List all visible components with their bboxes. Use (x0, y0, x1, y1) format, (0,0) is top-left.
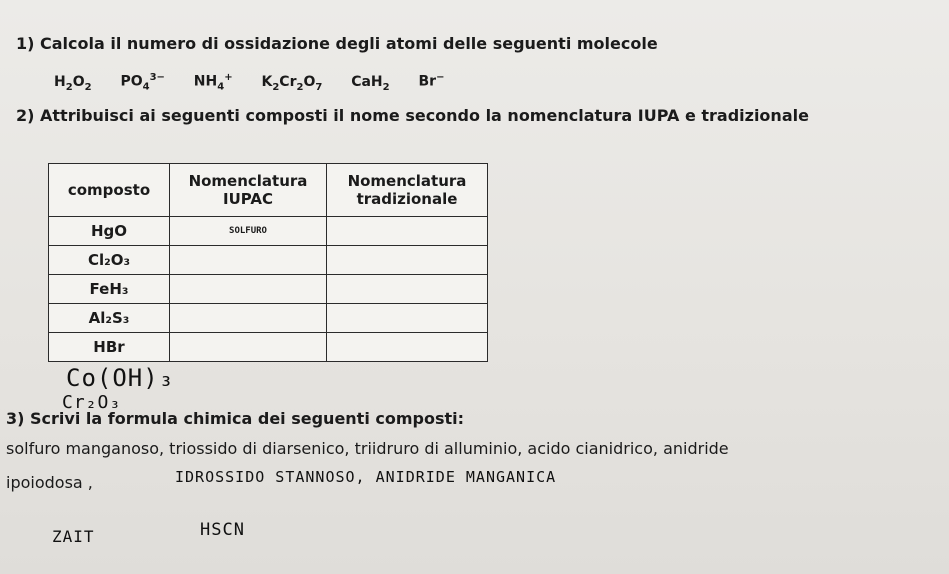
handwritten-formula-cooh3: Co(OH)₃ (66, 364, 175, 392)
table-row (49, 333, 488, 362)
traditional-cell (327, 217, 488, 246)
header-composto: composto (49, 164, 170, 217)
compound-cell: Al₂S₃ (49, 304, 170, 333)
table-row (49, 275, 488, 304)
question-2-title: 2) Attribuisci ai seguenti composti il nome secondo la nomenclatura IUPA e tradizionale (16, 106, 809, 125)
table-row (49, 304, 488, 333)
compound-cell: FeH₃ (49, 275, 170, 304)
compound-cell: HgO (49, 217, 170, 246)
compound-cell: HBr (49, 333, 170, 362)
molecule-po4: $PO_4^{3-}$ (120, 72, 165, 93)
molecule-nh4: $NH_4^+$ (193, 72, 233, 93)
molecule-list (54, 72, 468, 92)
table-row (49, 217, 488, 246)
header-iupac: Nomenclatura IUPAC (170, 164, 327, 217)
iupac-cell (170, 304, 327, 333)
handwritten-formula-cr2o3: Cr₂O₃ (62, 392, 122, 413)
molecule-cah2: CaH$_2$ (351, 73, 390, 93)
handwritten-answer-line: IDROSSIDO STANNOSO, ANIDRIDE MANGANICA (175, 468, 557, 486)
nomenclature-table (48, 163, 488, 362)
traditional-cell (327, 246, 488, 275)
traditional-cell (327, 333, 488, 362)
handwritten-answer-1: ZAIT (52, 527, 95, 546)
iupac-cell (170, 246, 327, 275)
traditional-cell (327, 304, 488, 333)
table-row (49, 246, 488, 275)
iupac-cell (170, 333, 327, 362)
iupac-cell (170, 275, 327, 304)
question-1-title: 1) Calcola il numero di ossidazione degli atomi delle seguenti molecole (16, 34, 658, 53)
compound-cell: Cl₂O₃ (49, 246, 170, 275)
handwritten-answer-2: HSCN (200, 520, 245, 540)
header-tradizionale: Nomenclatura tradizionale (327, 164, 488, 217)
question-3-compounds: solfuro manganoso, triossido di diarsenico, triidruro di alluminio, acido cianidrico, anidride (6, 439, 729, 458)
molecule-k2cr2o7: $K_2Cr_2O_7$ (261, 73, 323, 93)
iupac-cell: SOLFURO (170, 217, 327, 246)
molecule-br: Br− (418, 72, 445, 90)
molecule-h2o2: $H_2O_2$ (54, 73, 92, 93)
traditional-cell (327, 275, 488, 304)
question-3-title: 3) Scrivi la formula chimica dei seguenti composti: (6, 409, 465, 428)
question-3-compounds-end: ipoiodosa , (6, 473, 93, 492)
table-header-row (49, 164, 488, 217)
